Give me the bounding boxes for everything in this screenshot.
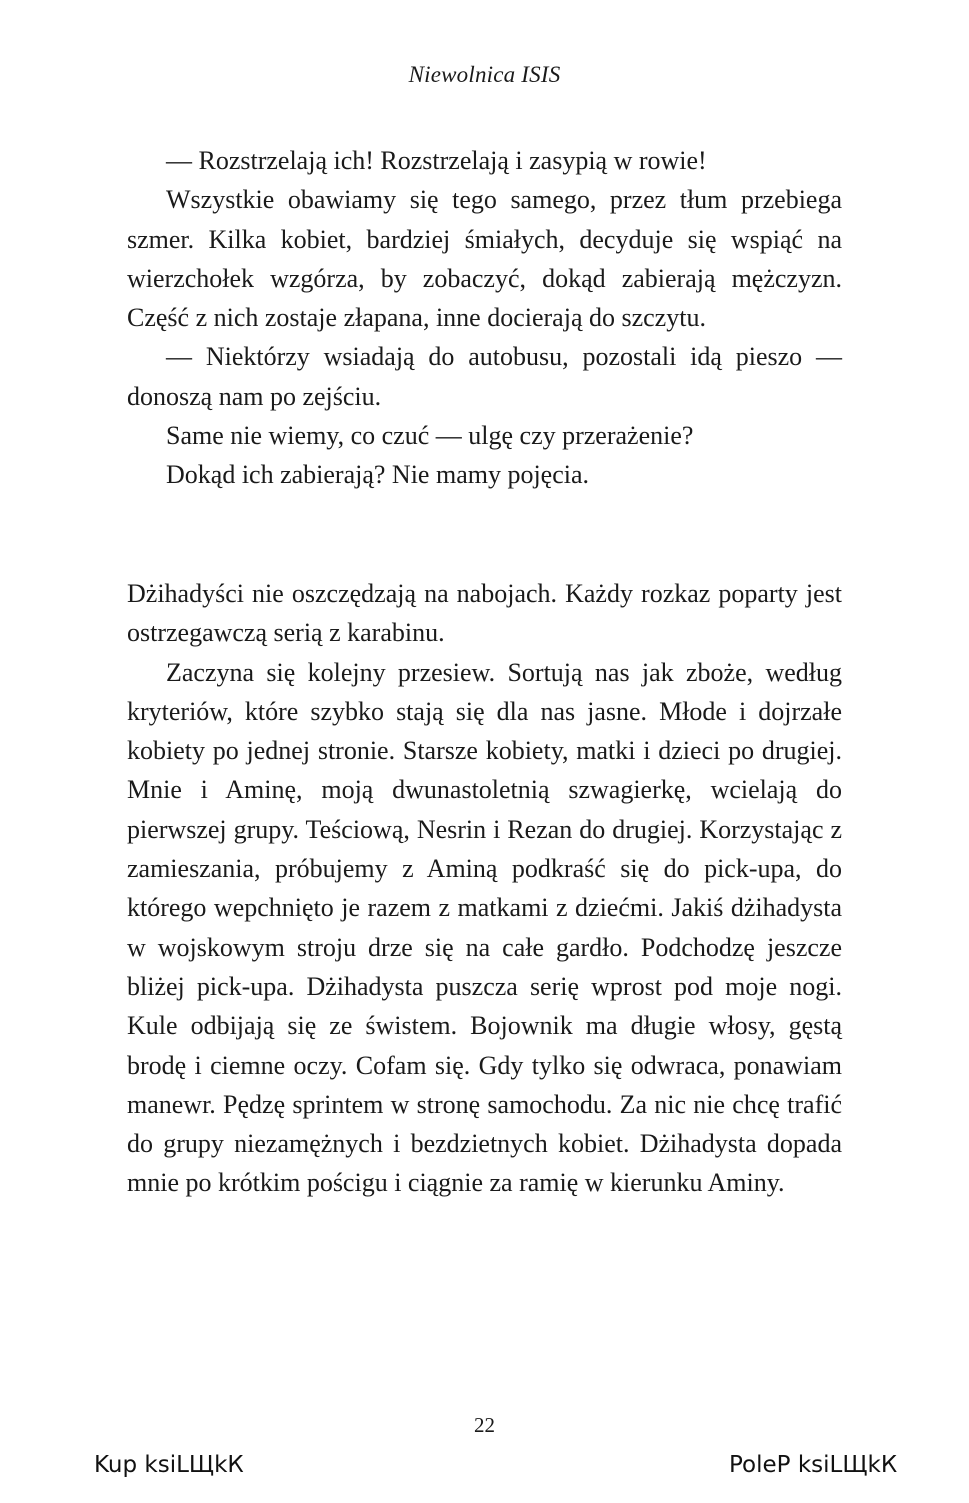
paragraph: — Niektórzy wsiadają do autobusu, pozostali idą pieszo — donoszą nam po zejściu. — [127, 342, 842, 411]
paragraph: Wszystkie obawiamy się tego samego, przez tłum przebiega szmer. Kilka kobiet, bardziej śmiałych, decyduje się wspiąć na wierzchołek wzgórza, by zobaczyć, dokąd zabierają mężczyzn. Część z nich zostaje złapana, inne docierają do szczytu. — [127, 185, 842, 333]
text-section-2 — [127, 574, 842, 1203]
paragraph: Dokąd ich zabierają? Nie mamy pojęcia. — [166, 460, 590, 490]
running-head: Niewolnica ISIS — [408, 62, 561, 87]
paragraph: Zaczyna się kolejny przesiew. Sortują nas jak zboże, według kryteriów, które szybko stają się dla nas jasne. Młode i dojrzałe kobiety po jednej stronie. Starsze kobiety, matki i dzieci po drugiej. Mnie i Aminę, moją dwunastoletnią szwagierkę, wcielają do pierwszej grupy. Teściową, Nesrin i Rezan do drugiej. Korzystając z zamieszania, próbujemy z Aminą podkraść się do pick-upa, do którego wepchnięto je razem z matkami z dziećmi. Jakiś dżihadysta w wojskowym stroju drze się na całe gardło. Podchodzę jeszcze bliżej pick-upa. Dżihadysta puszcza serię wprost pod moje nogi. Kule odbijają się ze świstem. Bojownik ma długie włosy, gęstą brodę i ciemne oczy. Cofam się. Gdy tylko się odwraca, ponawiam manewr. Pędzę sprintem w stronę samochodu. Za nic nie chcę trafić do grupy niezamężnych i bezdzietnych kobiet. Dżihadysta dopada mnie po krótkim pościgu i ciągnie za ramię w kierunku Aminy. — [127, 657, 842, 1198]
recommend-book-link[interactable]: PoleР ksiLЩkК — [729, 1452, 898, 1478]
text-section-1 — [127, 141, 842, 495]
paragraph: Same nie wiemy, co czuć — ulgę czy przerażenie? — [166, 421, 694, 451]
paragraph: Dżihadyści nie oszczędzają na nabojach. Każdy rozkaz poparty jest ostrzegawczą serią z karabinu. — [127, 579, 842, 648]
page-number: 22 — [474, 1413, 495, 1437]
buy-book-link[interactable]: Kup ksiLЩkК — [94, 1452, 244, 1478]
paragraph: — Rozstrzelają ich! Rozstrzelają i zasypią w rowie! — [166, 146, 707, 175]
